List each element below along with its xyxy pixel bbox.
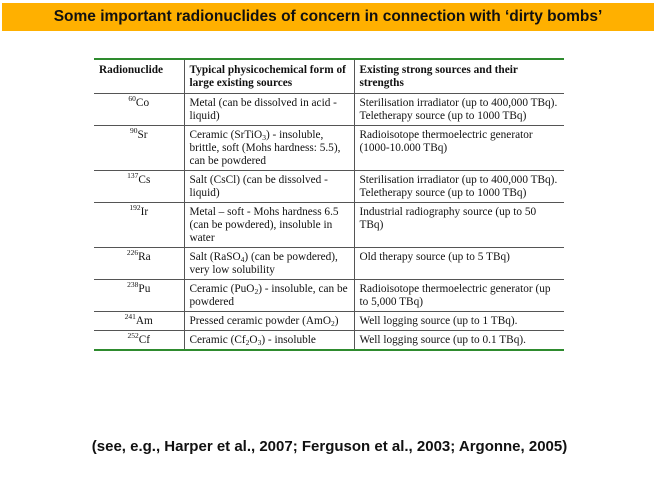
mass-number: 137 [127,171,139,180]
nuclide-cell [94,248,184,280]
sources-cell: Old therapy source (up to 5 TBq) [354,248,564,280]
page-title-text: Some important radionuclides of concern in connection with ‘dirty bombs’ [53,8,603,25]
header-radionuclide: Radionuclide [94,59,184,94]
table-row [94,280,564,312]
nuclide-cell [94,280,184,312]
sources-cell: Well logging source (up to 0.1 TBq). [354,331,564,351]
form-cell: Ceramic (PuO$_2$) - insoluble, can be powdered [184,280,354,312]
mass-number: 238 [127,280,139,289]
sources-cell: Sterilisation irradiator (up to 400,000 TBq). Teletherapy source (up to 1000 TBq) [354,94,564,126]
sources-cell: Industrial radiography source (up to 50 TBq) [354,203,564,248]
element-symbol: Sr [137,129,148,141]
mass-number: 192 [129,203,141,212]
table-header-row [94,59,564,94]
sources-cell: Radioisotope thermoelectric generator (1000-10.000 TBq) [354,126,564,171]
element-symbol: Ir [140,206,149,218]
mass-number: 90 [129,126,138,135]
element-symbol: Pu [138,283,151,295]
nuclide-cell [94,94,184,126]
citation: (see, e.g., Harper et al., 2007; Ferguson et al., 2003; Argonne, 2005) [91,438,568,455]
form-cell: Ceramic (SrTiO$_3$) - insoluble, brittle, soft (Mohs hardness: 5.5), can be powdered [184,126,354,171]
form-cell: Pressed ceramic powder (AmO$_2$) [184,312,354,331]
element-symbol: Cs [138,174,151,186]
nuclide-cell [94,171,184,203]
table-row [94,331,564,351]
form-cell: Ceramic $(Cf_2O_3)$ - insoluble [184,331,354,351]
table-row [94,248,564,280]
nuclide-cell [94,203,184,248]
element-symbol: Co [135,97,150,109]
nuclide-cell [94,331,184,351]
radionuclide-table-container [94,58,564,351]
form-cell: Salt (CsCl) (can be dissolved - liquid) [184,171,354,203]
table-row [94,94,564,126]
table-row [94,171,564,203]
form-cell: Salt (RaSO$_4$) (can be powdered), very low solubility [184,248,354,280]
table-row [94,312,564,331]
mass-number: 241 [124,312,136,321]
mass-number: 60 [128,94,136,103]
nuclide-cell [94,312,184,331]
element-symbol: Am [135,315,153,327]
sources-cell: Well logging source (up to 1 TBq). [354,312,564,331]
sources-cell: Sterilisation irradiator (up to 400,000 TBq). Teletherapy source (up to 1000 TBq) [354,171,564,203]
element-symbol: Cf [138,334,151,346]
form-cell: Metal – soft - Mohs hardness 6.5 (can be powdered), insoluble in water [184,203,354,248]
header-physicochemical-form: Typical physicochemical form of large existing sources [184,59,354,94]
element-symbol: Ra [138,251,151,263]
page-title [2,3,654,31]
header-sources-strengths: Existing strong sources and their strengths [354,59,564,94]
form-cell: Metal (can be dissolved in acid - liquid) [184,94,354,126]
radionuclide-table [94,58,564,351]
mass-number: 252 [127,331,139,340]
sources-cell: Radioisotope thermoelectric generator (up to 5,000 TBq) [354,280,564,312]
table-row [94,126,564,171]
table-row [94,203,564,248]
mass-number: 226 [126,248,139,257]
nuclide-cell [94,126,184,171]
